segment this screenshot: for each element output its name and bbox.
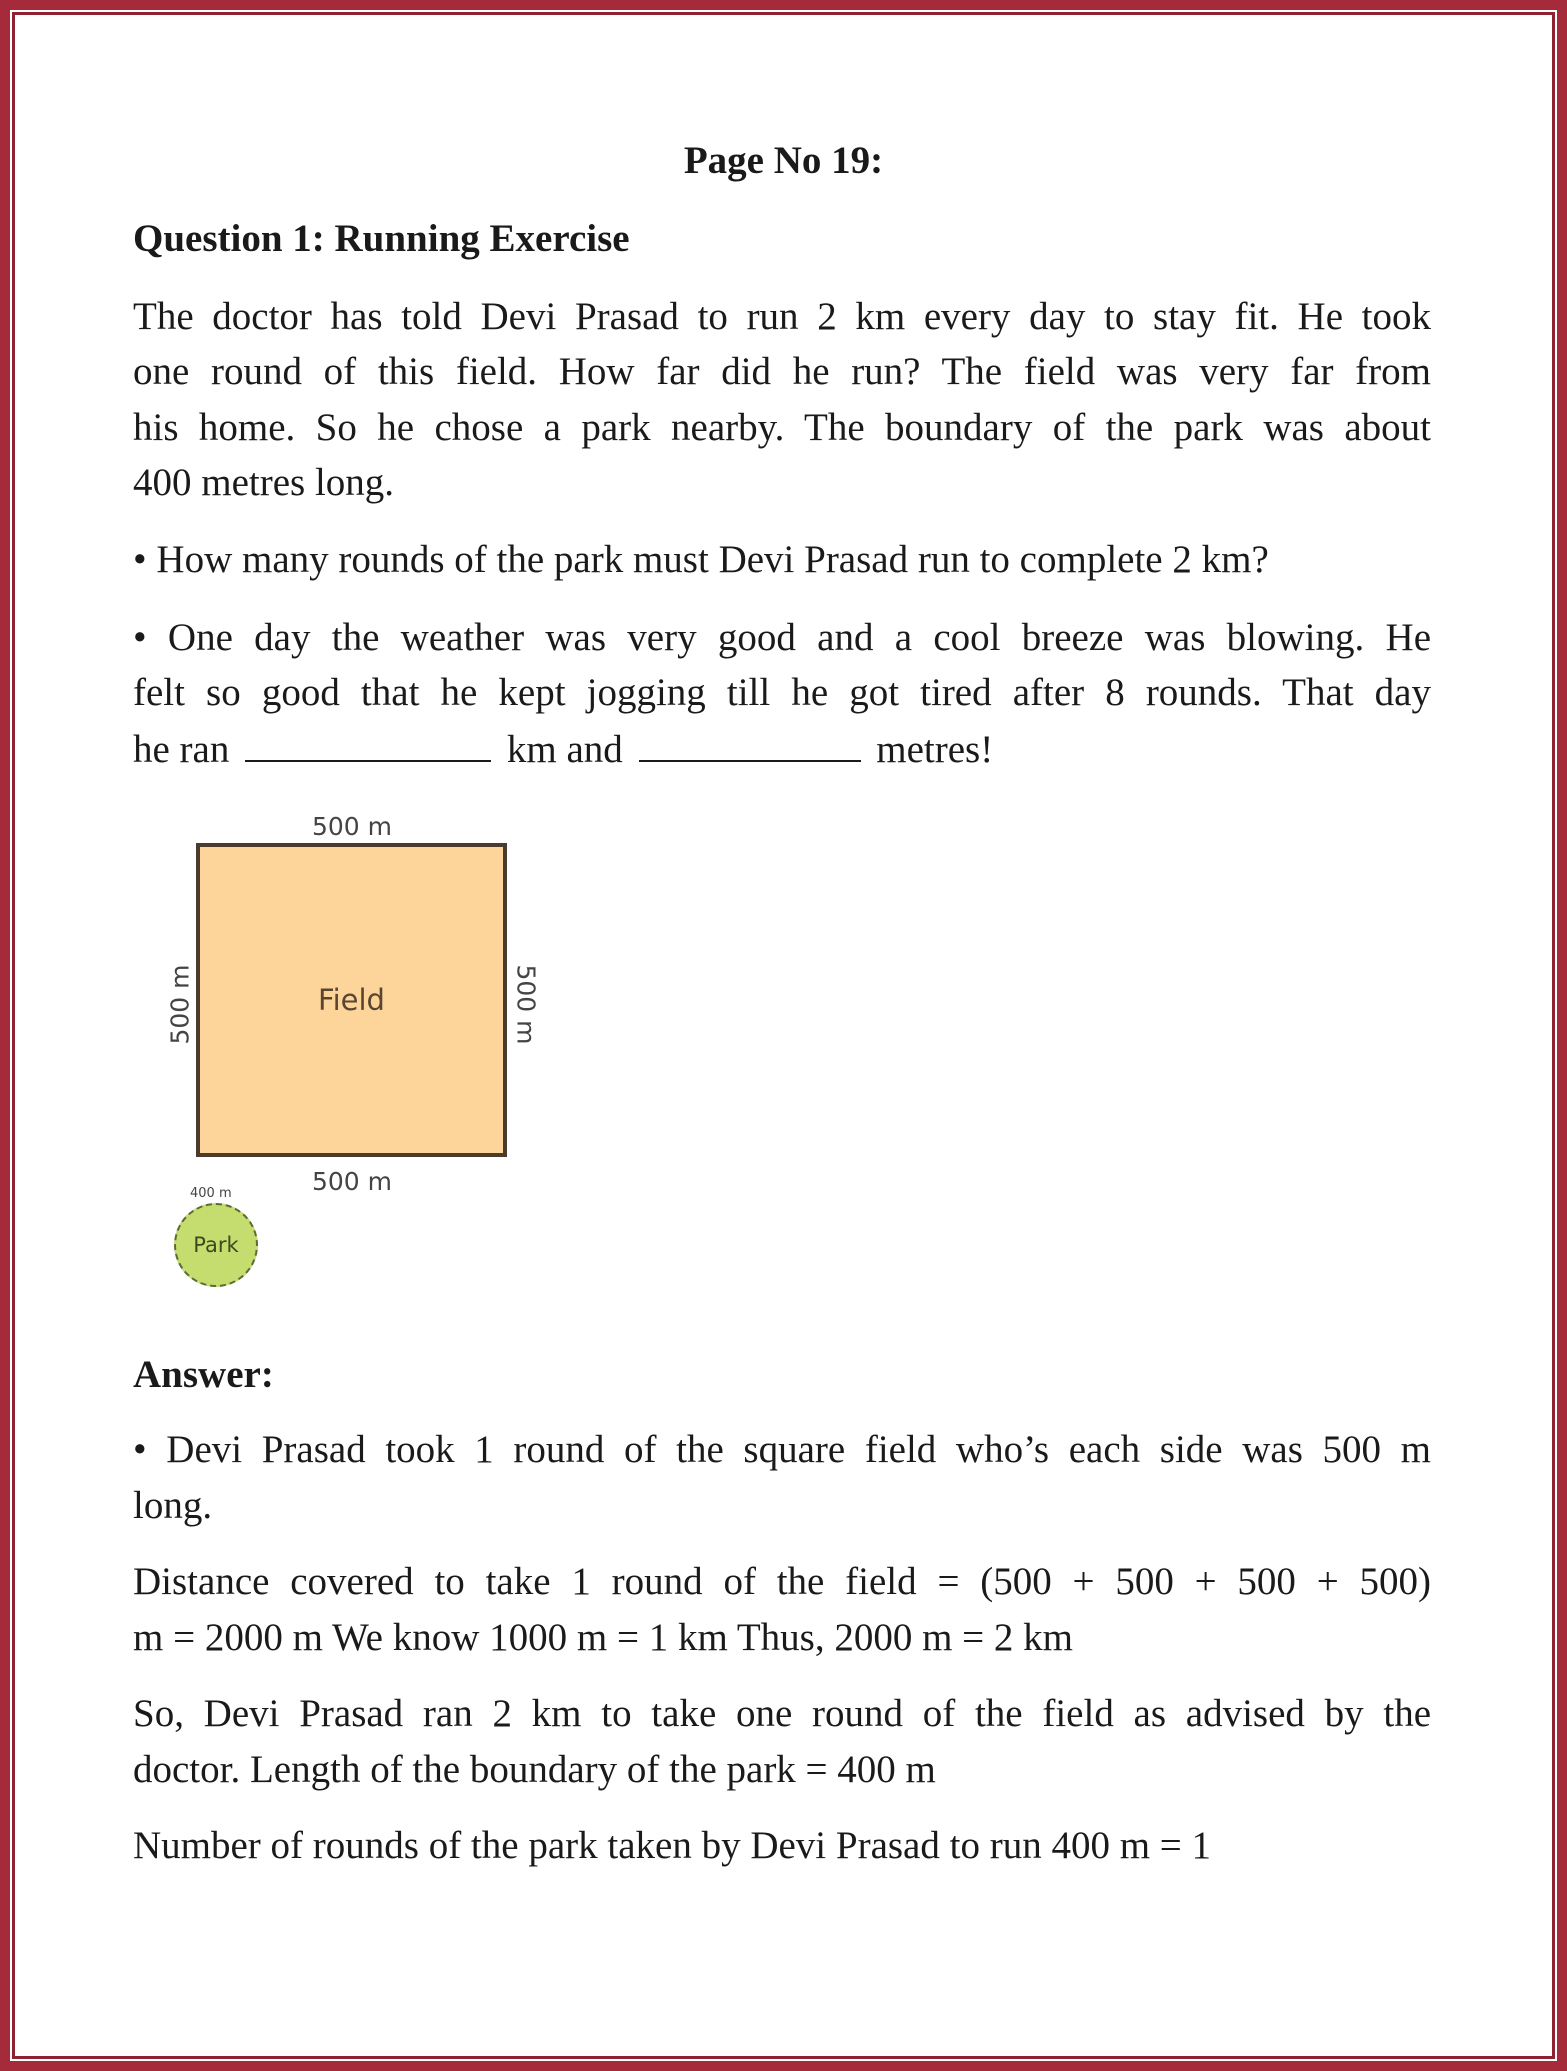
- park-circle: [174, 1203, 258, 1287]
- answer-line: Number of rounds of the park taken by Devi Prasad to run 400 m = 1: [133, 1824, 1212, 1867]
- answer-line: So, Devi Prasad ran 2 km to take one round of the field as advised by the: [133, 1692, 1431, 1735]
- field-side-right-label: 500 m: [511, 964, 541, 1045]
- park-label: Park: [193, 1233, 239, 1257]
- field-label: Field: [318, 983, 385, 1017]
- question-text-line: The doctor has told Devi Prasad to run 2 km every day to stay fit. He took: [133, 295, 1431, 338]
- field-side-bottom-label: 500 m: [312, 1167, 393, 1196]
- question-text-line: his home. So he chose a park nearby. The boundary of the park was about: [133, 406, 1431, 449]
- bullet-weather-line: • One day the weather was very good and a cool breeze was blowing. He: [133, 616, 1431, 659]
- question-heading: Question 1: Running Exercise: [133, 217, 630, 260]
- answer-line: m = 2000 m We know 1000 m = 1 km Thus, 2000 m = 2 km: [133, 1616, 1073, 1659]
- answer-line: long.: [133, 1484, 213, 1527]
- fill-text: km and: [506, 728, 623, 771]
- answer-line: Distance covered to take 1 round of the field = (500 + 500 + 500 + 500): [133, 1560, 1431, 1603]
- page-title: Page No 19:: [683, 139, 884, 182]
- fill-in-line: [133, 726, 1431, 773]
- answer-line: • Devi Prasad took 1 round of the square field who’s each side was 500 m: [133, 1428, 1431, 1471]
- question-text-line: 400 metres long.: [133, 461, 395, 504]
- field-side-top-label: 500 m: [312, 812, 393, 841]
- answer-heading: Answer:: [133, 1353, 274, 1396]
- bullet-rounds-question: • How many rounds of the park must Devi Prasad run to complete 2 km?: [133, 538, 1269, 581]
- metres-blank[interactable]: [639, 726, 861, 762]
- bullet-weather-line: felt so good that he kept jogging till he got tired after 8 rounds. That day: [133, 671, 1431, 714]
- fill-text: he ran: [133, 728, 230, 771]
- park-boundary-label: 400 m: [190, 1186, 232, 1201]
- fill-text: metres!: [876, 728, 994, 771]
- km-blank[interactable]: [245, 726, 491, 762]
- question-text-line: one round of this field. How far did he run? The field was very far from: [133, 350, 1431, 393]
- field-side-left-label: 500 m: [165, 964, 195, 1045]
- answer-line: doctor. Length of the boundary of the park = 400 m: [133, 1748, 936, 1791]
- field-square: [196, 843, 507, 1157]
